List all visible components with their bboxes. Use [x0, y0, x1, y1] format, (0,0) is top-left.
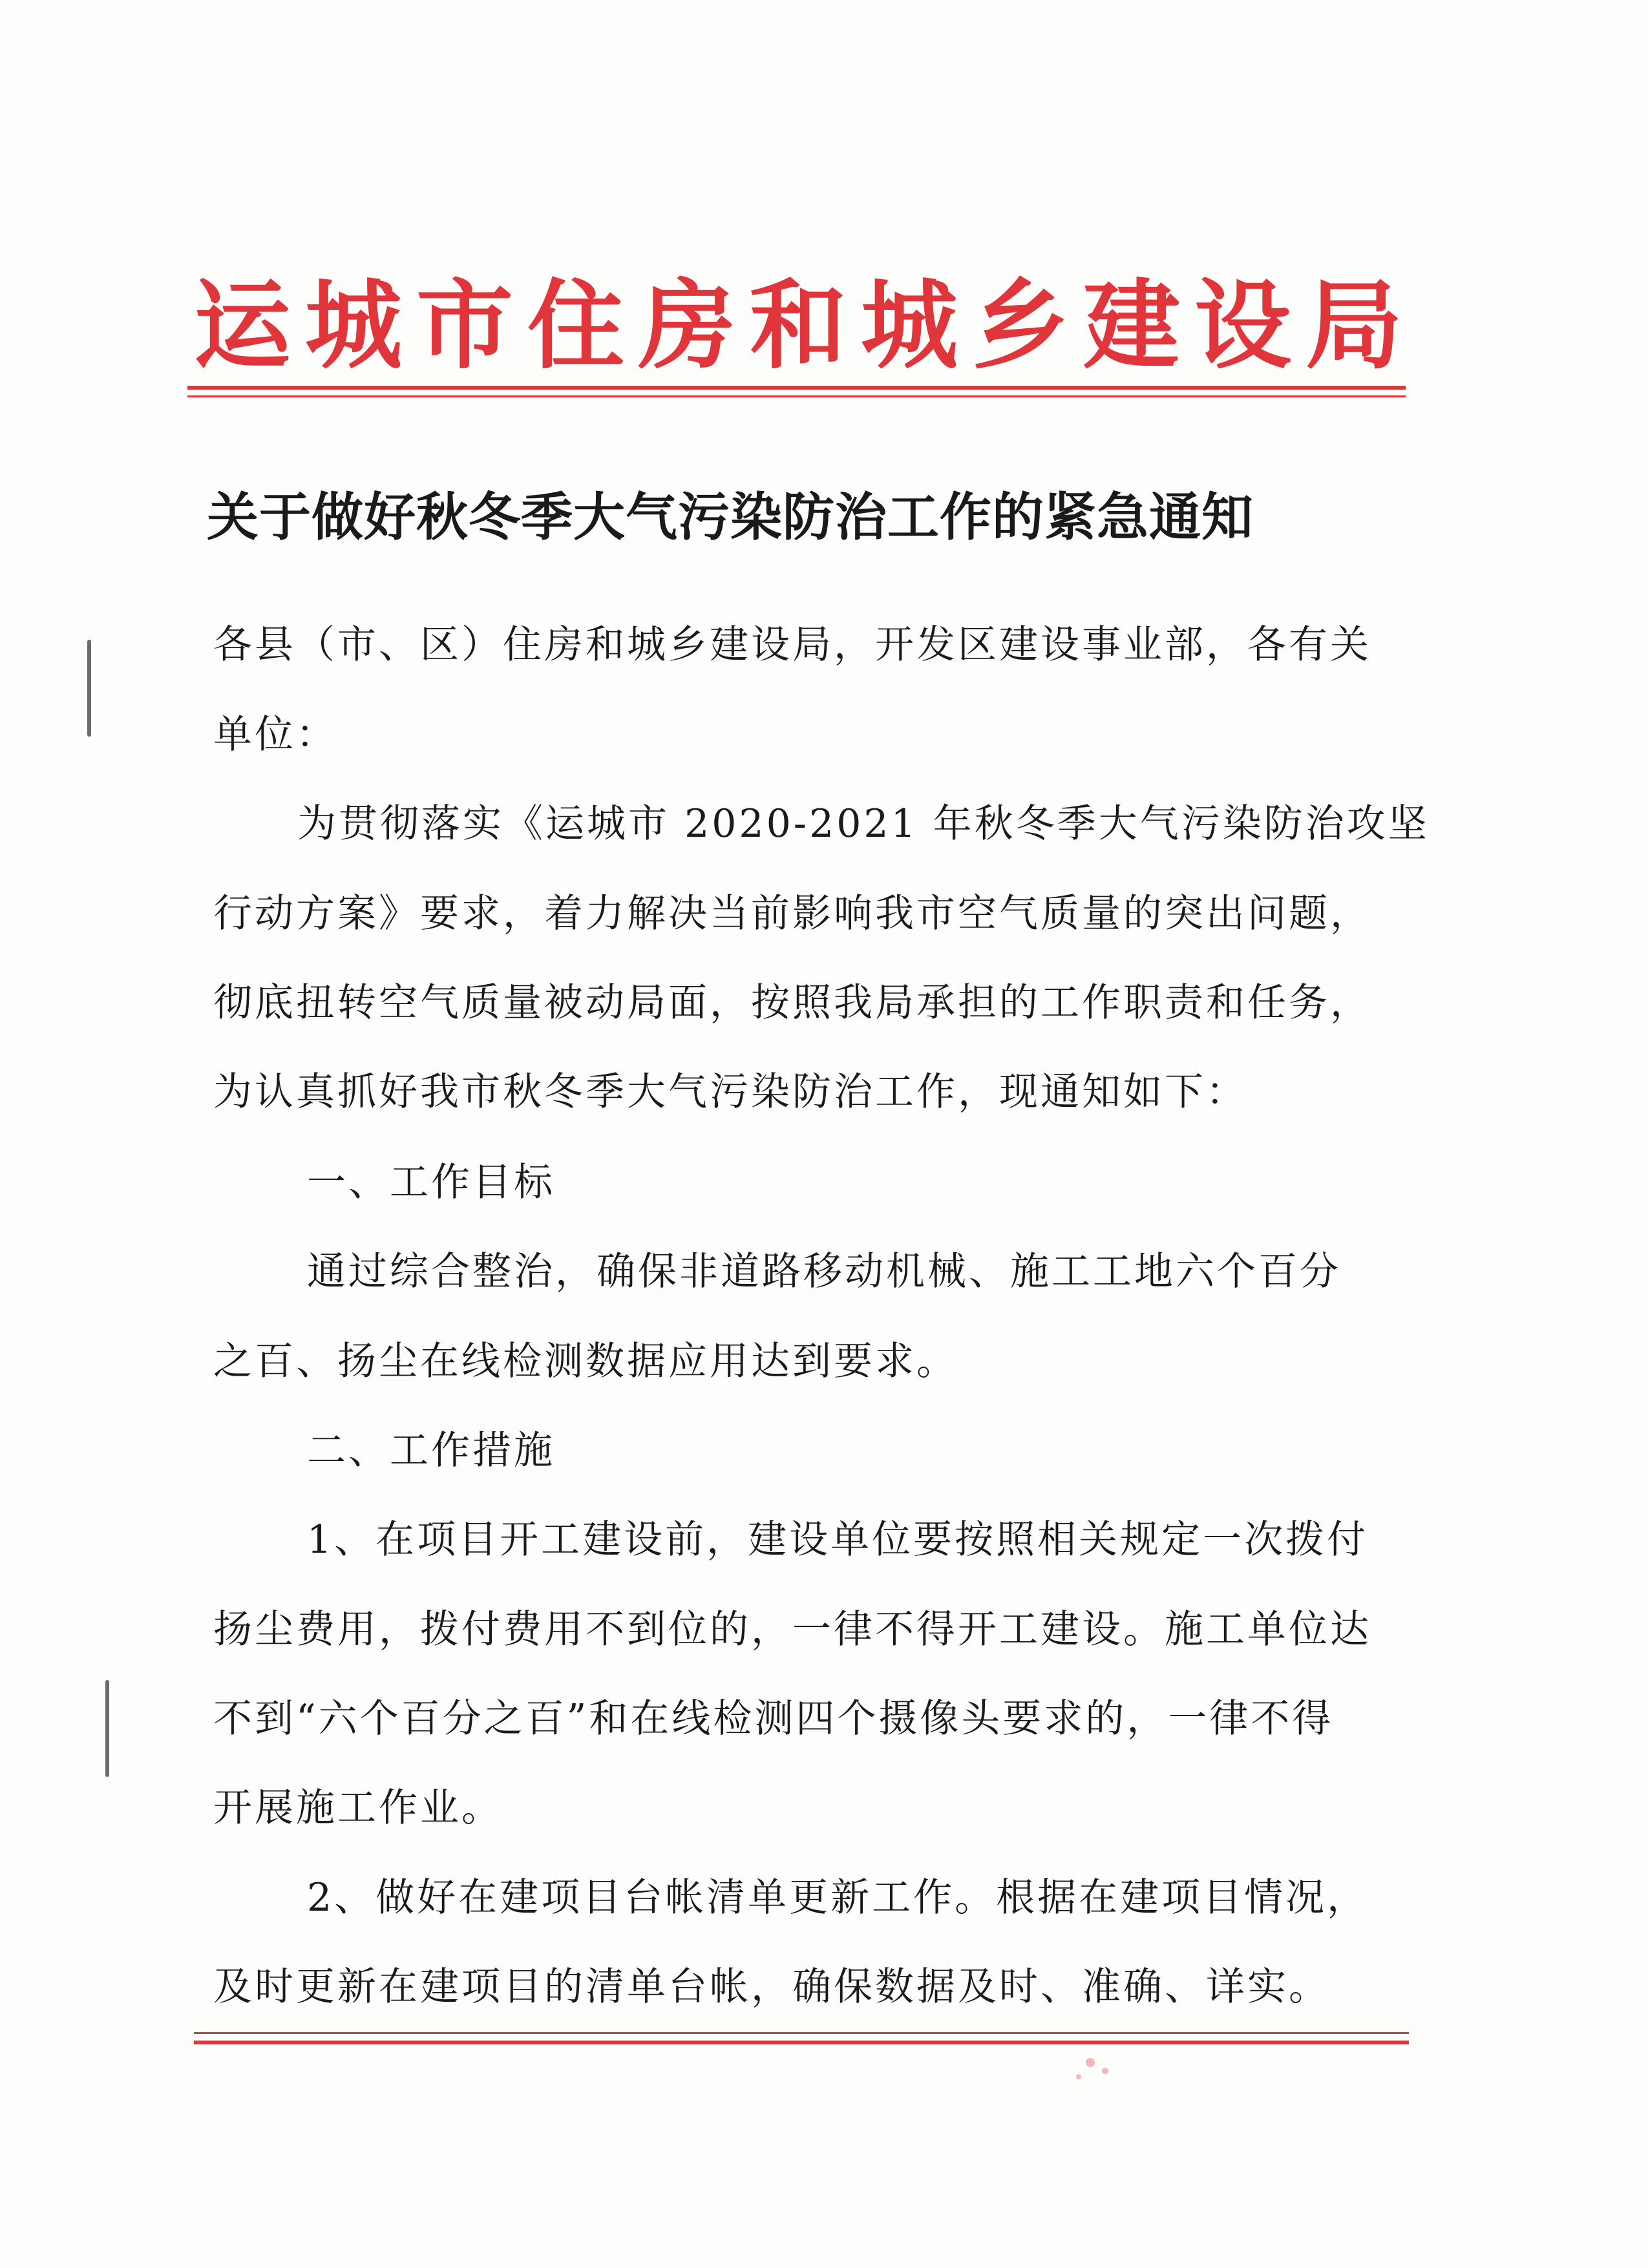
agency-header-title: 运城市住房和城乡建设局	[194, 270, 1417, 383]
section1-line: 通过综合整治，确保非道路移动机械、施工工地六个百分	[307, 1249, 1341, 1294]
intro-line: 彻底扭转空气质量被动局面，按照我局承担的工作职责和任务，	[213, 980, 1371, 1025]
intro-line: 为贯彻落实《运城市 2020-2021 年秋冬季大气污染防治攻坚	[297, 801, 1430, 846]
section1-line: 之百、扬尘在线检测数据应用达到要求。	[213, 1339, 958, 1384]
section-heading-measures: 二、工作措施	[307, 1428, 555, 1473]
measure2-line: 及时更新在建项目的清单台帐，确保数据及时、准确、详实。	[213, 1964, 1330, 2010]
section-heading-goals: 一、工作目标	[307, 1160, 555, 1205]
staple-mark-top	[87, 640, 91, 737]
recipients-line: 单位：	[213, 712, 337, 757]
intro-line: 行动方案》要求，着力解决当前影响我市空气质量的突出问题，	[213, 891, 1371, 936]
seal-bleed-mark	[1102, 2068, 1108, 2074]
header-rule-thick	[187, 386, 1406, 390]
recipients-line: 各县（市、区）住房和城乡建设局，开发区建设事业部，各有关	[213, 622, 1371, 667]
measure2-line: 2、做好在建项目台帐清单更新工作。根据在建项目情况，	[307, 1875, 1369, 1920]
seal-bleed-mark	[1076, 2074, 1081, 2079]
intro-line: 为认真抓好我市秋冬季大气污染防治工作，现通知如下：	[213, 1069, 1247, 1115]
footer-rule-thick	[194, 2041, 1409, 2044]
document-title: 关于做好秋冬季大气污染防治工作的紧急通知	[207, 487, 1254, 547]
staple-mark-bottom	[105, 1680, 109, 1777]
measure1-line: 不到“六个百分之百”和在线检测四个摄像头要求的，一律不得	[213, 1696, 1334, 1741]
footer-rule-thin	[194, 2032, 1409, 2034]
measure1-line: 开展施工作业。	[213, 1785, 503, 1831]
measure1-line: 1、在项目开工建设前，建设单位要按照相关规定一次拨付	[307, 1517, 1369, 1562]
header-rule-thin	[187, 395, 1406, 397]
measure1-line: 扬尘费用，拨付费用不到位的，一律不得开工建设。施工单位达	[213, 1607, 1371, 1652]
seal-bleed-mark	[1086, 2058, 1095, 2067]
